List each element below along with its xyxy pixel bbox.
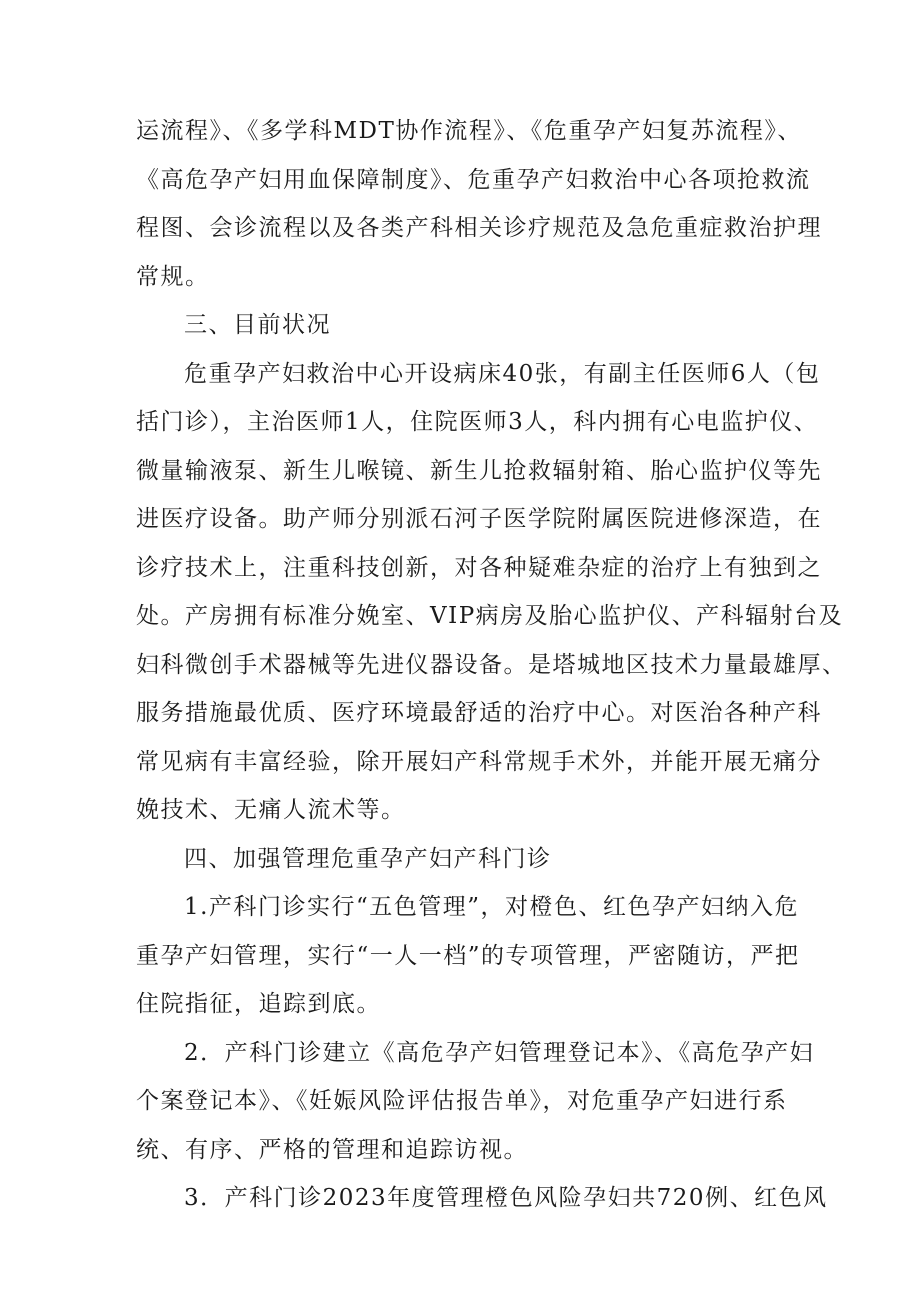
paragraph-line: 进医疗设备。助产师分别派石河子医学院附属医院进修深造，在: [136, 506, 822, 532]
document-body: [136, 107, 847, 1223]
section-heading: 四、加强管理危重孕产妇产科门诊: [184, 845, 552, 872]
paragraph-line: 常规。: [136, 263, 210, 290]
paragraph-line: 《高危孕产妇用血保障制度》、危重孕产妇救治中心各项抢救流: [136, 166, 811, 193]
paragraph-line: 统、有序、严格的管理和追踪访视。: [136, 1136, 528, 1163]
paragraph-line: 住院指征，追踪到底。: [136, 991, 381, 1017]
paragraph-line: 程图、会诊流程以及各类产科相关诊疗规范及急危重症救治护理: [136, 215, 822, 241]
paragraph-line: 危重孕产妇救治中心开设病床40张，有副主任医师6人（包: [184, 360, 821, 387]
list-item-line: 3．产科门诊2023年度管理橙色风险孕妇共720例、红色风: [184, 1185, 828, 1211]
paragraph-line: 运流程》、《多学科MDT协作流程》、《危重孕产妇复苏流程》、: [136, 118, 802, 144]
paragraph-line: 处。产房拥有标准分娩室、VIP病房及胎心监护仪、产科辐射台及: [136, 603, 844, 629]
paragraph-line: 微量输液泵、新生儿喉镜、新生儿抢救辐射箱、胎心监护仪等先: [136, 457, 822, 484]
paragraph-line: 常见病有丰富经验，除开展妇产科常规手术外，并能开展无痛分: [136, 748, 822, 775]
section-heading: 三、目前状况: [184, 312, 331, 338]
paragraph-line: 诊疗技术上，注重科技创新，对各种疑难杂症的治疗上有独到之: [136, 554, 822, 581]
paragraph-line: 妇科微创手术器械等先进仪器设备。是塔城地区技术力量最雄厚、: [136, 651, 847, 678]
paragraph-line: 括门诊），主治医师1人，住院医师3人，科内拥有心电监护仪、: [136, 409, 819, 435]
list-item-line: 1.产科门诊实行“五色管理”，对橙色、红色孕产妇纳入危: [184, 894, 799, 920]
paragraph-line: 服务措施最优质、医疗环境最舒适的治疗中心。对医治各种产科: [136, 700, 822, 726]
paragraph-line: 个案登记本》、《妊娠风险评估报告单》，对危重孕产妇进行系: [136, 1088, 788, 1114]
paragraph-line: 重孕产妇管理，实行“一人一档”的专项管理，严密随访，严把: [136, 942, 800, 969]
list-item-line: 2．产科门诊建立《高危孕产妇管理登记本》、《高危孕产妇: [184, 1039, 815, 1066]
paragraph-line: 娩技术、无痛人流术等。: [136, 797, 406, 823]
